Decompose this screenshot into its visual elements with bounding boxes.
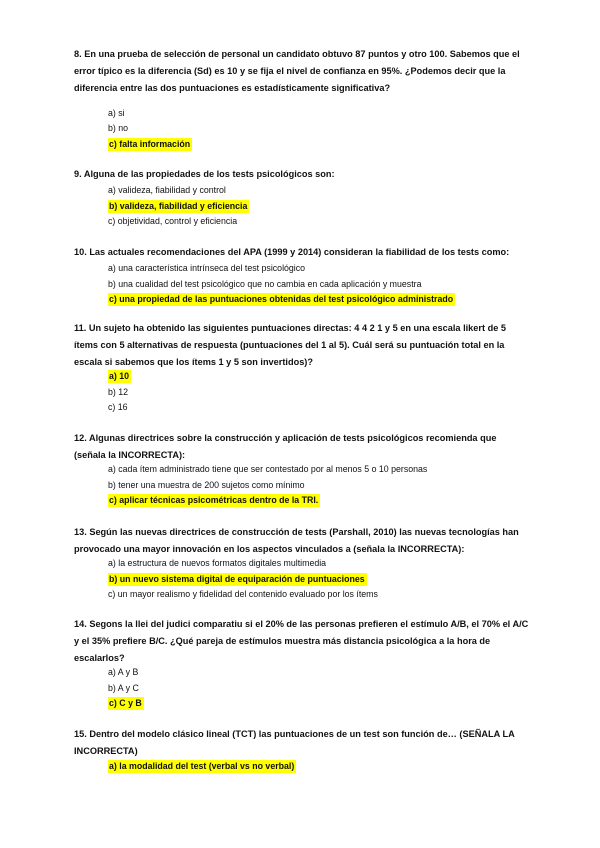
question-10-option-a: a) una característica intrínseca del test psicológico [108,263,306,273]
question-12-option-a: a) cada ítem administrado tiene que ser contestado por al menos 5 o 10 personas [108,464,428,474]
question-15-option-a-answer: a) la modalidad del test (verbal vs no verbal) [109,761,295,771]
question-14-option-a: a) A y B [108,667,139,677]
question-13-text: 13. Según las nuevas directrices de construcción de tests (Parshall, 2010) las nuevas tecnologías han provocado una mayor innovación en los aspectos vinculados a (señala la INCORRECTA): [74,527,519,554]
question-9-option-b-answer: b) valideza, fiabilidad y eficiencia [109,201,248,211]
question-14-option-b: b) A y C [108,683,139,693]
question-10-text: 10. Las actuales recomendaciones del APA (1999 y 2014) consideran la fiabilidad de los tests como: [74,247,510,257]
question-10-option-c-answer: c) una propiedad de las puntuaciones obtenidas del test psicológico administrado [109,294,454,304]
question-12-option-b: b) tener una muestra de 200 sujetos como mínimo [108,480,305,490]
question-12-text: 12. Algunas directrices sobre la construcción y aplicación de tests psicológicos recomienda que (señala la INCORRECTA): [74,433,497,460]
question-15-text: 15. Dentro del modelo clásico lineal (TCT) las puntuaciones de un test son función de… (SEÑALA LA INCORRECTA) [74,729,515,756]
question-9-option-a: a) valideza, fiabilidad y control [108,185,226,195]
question-13-option-c: c) un mayor realismo y fidelidad del contenido evaluado por los ítems [108,589,378,599]
question-14-option-c-answer: c) C y B [109,698,142,708]
question-11-text: 11. Un sujeto ha obtenido las siguientes puntuaciones directas: 4 4 2 1 y 5 en una escala likert de 5 ítems con 5 alternativas de respuesta (puntuaciones del 1 al 5). Cuál será su puntuación total en la escala si sabemos que los ítems 1 y 5 son invertidos)? [74,323,506,367]
question-11-option-b: b) 12 [108,387,129,397]
question-12-option-c-answer: c) aplicar técnicas psicométricas dentro de la TRI. [109,495,319,505]
question-10-option-b: b) una cualidad del test psicológico que no cambia en cada aplicación y muestra [108,279,422,289]
question-8-text: 8. En una prueba de selección de personal un candidato obtuvo 87 puntos y otro 100. Sabemos que el error típico es la diferencia (Sd) es 10 y se fija el nivel de confianza en 95%. ¿Podemos decir que la diferencia entre las dos puntuaciones es estadísticamente significativa? [74,49,520,93]
question-11-option-c: c) 16 [108,402,128,412]
question-9-text: 9. Alguna de las propiedades de los tests psicológicos son: [74,169,335,179]
question-13-option-b-answer: b) un nuevo sistema digital de equiparación de puntuaciones [109,574,365,584]
question-8-option-a: a) si [108,108,125,118]
question-11-option-a-answer: a) 10 [109,371,130,381]
question-8-option-b: b) no [108,123,129,133]
question-14-text: 14. Segons la llei del judici comparatiu si el 20% de las personas prefieren el estímulo A/B, el 70% el A/C y el 35% prefiere B/C. ¿Qué pareja de estímulos muestra más distancia psicológica a la hora de escalarlos? [74,619,529,663]
question-8-option-c-answer: c) falta información [109,139,191,149]
question-9-option-c: c) objetividad, control y eficiencia [108,216,238,226]
question-13-option-a: a) la estructura de nuevos formatos digitales multimedia [108,558,327,568]
